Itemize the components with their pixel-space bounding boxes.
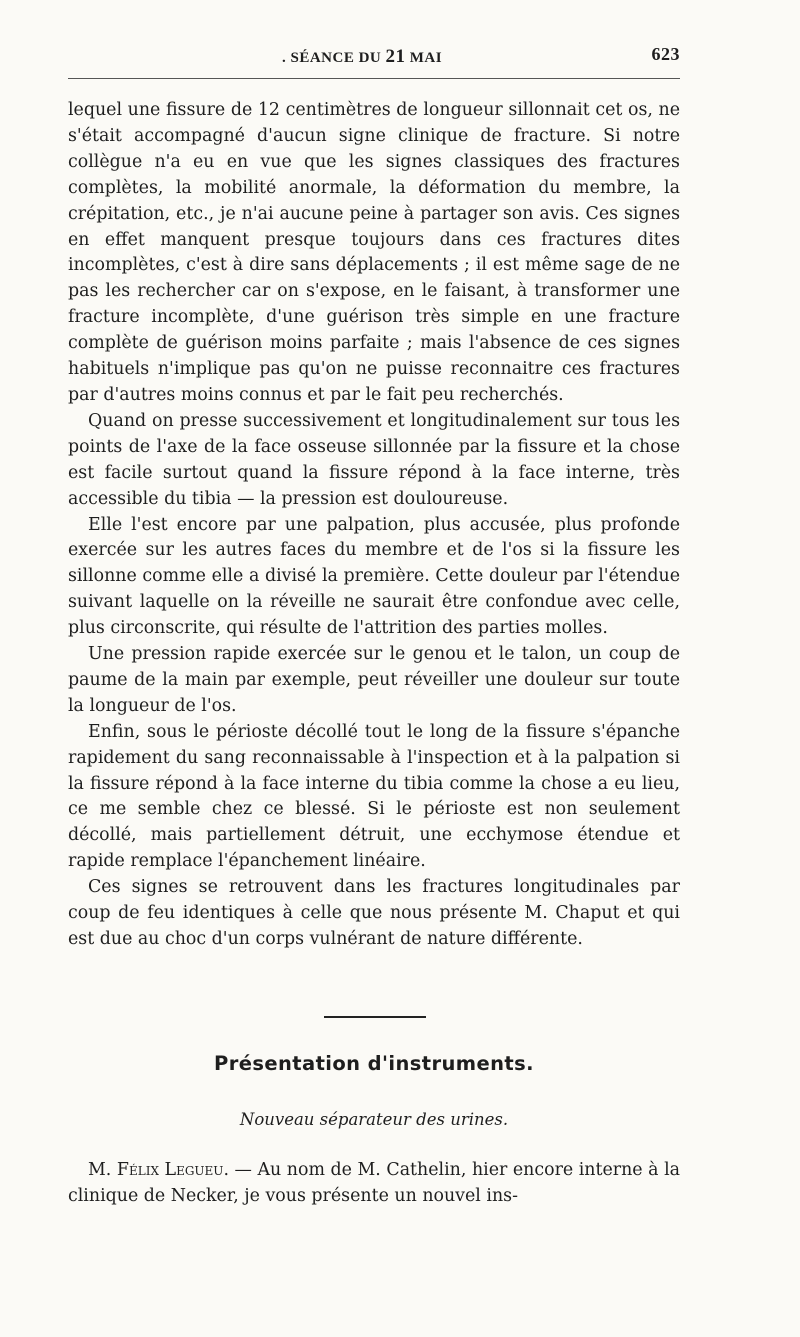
body-text [68,98,680,953]
speaker-title: M. [88,1160,117,1180]
closing-text [68,1157,680,1209]
paragraph: lequel une fissure de 12 centimètres de longueur sillonnait cet os, ne s'était accompagné d'aucun signe clinique de fracture. Si notre collègue n'a eu en vue que les signes classiques des fractures complètes, la mobilité anormale, la déformation du membre, la crépitation, etc., je n'ai aucune peine à partager son avis. Ces signes en effet manquent presque toujours dans ces fractures dites incomplètes, c'est à dire sans déplacements ; il est même sage de ne pas les rechercher car on s'expose, en le faisant, à transformer une fracture incomplète, d'une guérison très simple en une fracture complète de guérison moins parfaite ; mais l'absence de ces signes habituels n'implique pas qu'on ne puisse reconnaitre ces fractures par d'autres moins connus et par le fait peu recherchés. [68,100,680,405]
speaker-name: Félix Legueu [116,1160,224,1180]
running-title [282,46,442,68]
header-rule [68,78,680,79]
section-title: Présentation d'instruments. [214,1052,534,1075]
paragraph: Enfin, sous le périoste décollé tout le long de la fissure s'épanche rapidement du sang reconnaissable à l'inspection et à la palpation si la fissure répond à la face interne du tibia comme la chose a eu lieu, ce me semble chez ce blessé. Si le périoste est non seulement décollé, mais partiellement détruit, une ecchymose étendue et rapide remplace l'épanchement linéaire. [68,721,680,872]
paragraph: Une pression rapide exercée sur le genou et le talon, un coup de paume de la main par exemple, peut réveiller une douleur sur toute la longueur de l'os. [68,644,680,716]
running-title-prefix: . SÉANCE DU [282,50,386,66]
paragraph: Quand on presse successivement et longitudinalement sur tous les points de l'axe de la face osseuse sillonnée par la fissure et la chose est facile surtout quand la fissure répond à la face interne, très accessible du tibia — la pression est douloureuse. [68,410,680,509]
closing-paragraph-text: . — Au nom de M. Cathelin, hier encore interne à la clinique de Necker, je vous présente un nouvel ins- [68,1160,681,1206]
running-title-suffix: MAI [405,50,443,66]
running-head [68,42,680,66]
paragraph: Elle l'est encore par une palpation, plus accusée, plus profonde exercée sur les autres faces du membre et de l'os si la fissure les sillonne comme elle a divisé la première. Cette douleur par l'étendue suivant laquelle on la réveille ne saurait être confondue avec celle, plus circonscrite, qui résulte de l'attrition des parties molles. [68,514,680,639]
page-number: 623 [651,44,680,64]
section-subtitle: Nouveau séparateur des urines. [239,1110,509,1129]
paragraph: Ces signes se retrouvent dans les fractures longitudinales par coup de feu identiques à celle que nous présente M. Chaput et qui est due au choc d'un corps vulnérant de nature différente. [68,877,680,949]
paragraph [68,1157,680,1209]
section-separator [324,1016,426,1018]
running-title-day: 21 [385,46,406,67]
